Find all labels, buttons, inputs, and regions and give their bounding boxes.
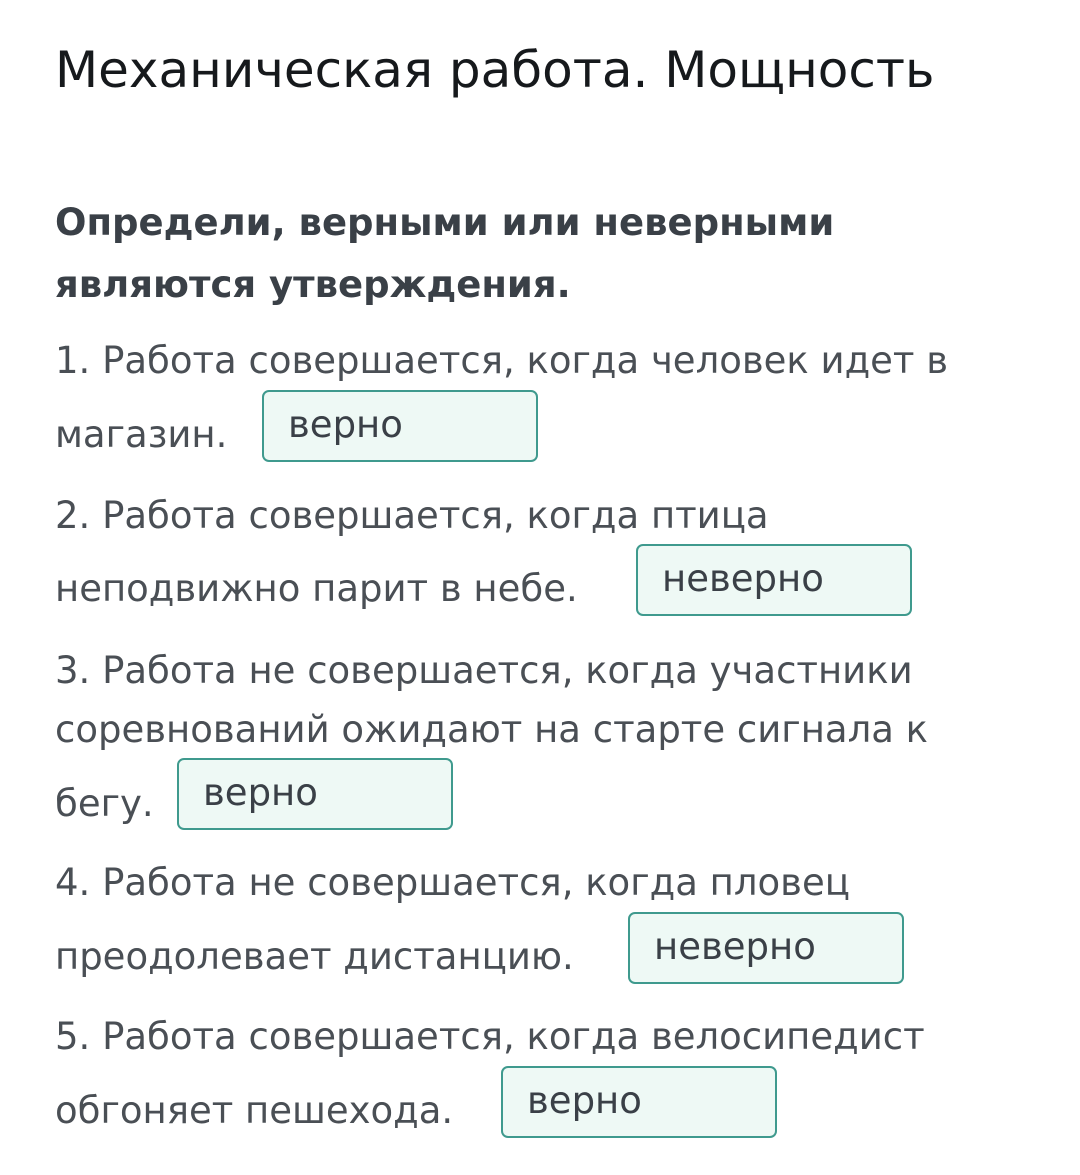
answer-dropdown-4[interactable]: неверно <box>628 912 904 984</box>
instruction-line-1: Определи, верными или неверными <box>55 201 835 244</box>
statement-2-line-1: 2. Работа совершается, когда птица <box>55 494 769 537</box>
statement-4-line-2: преодолевает дистанцию. <box>55 935 574 978</box>
statement-4-line-1: 4. Работа не совершается, когда пловец <box>55 861 850 904</box>
statement-1-line-2: магазин. <box>55 413 228 456</box>
statement-5-line-2: обгоняет пешехода. <box>55 1089 454 1132</box>
statement-3-line-2: соревнований ожидают на старте сигнала к <box>55 708 929 751</box>
statement-3-line-1: 3. Работа не совершается, когда участники <box>55 649 913 692</box>
answer-dropdown-3[interactable]: верно <box>177 758 453 830</box>
answer-dropdown-2[interactable]: неверно <box>636 544 912 616</box>
task-instruction <box>55 192 834 316</box>
statement-3-line-3: бегу. <box>55 782 154 825</box>
statement-5-line-1: 5. Работа совершается, когда велосипедист <box>55 1015 925 1058</box>
statement-2-line-2: неподвижно парит в небе. <box>55 567 578 610</box>
answer-dropdown-5[interactable]: верно <box>501 1066 777 1138</box>
answer-dropdown-1[interactable]: верно <box>262 390 538 462</box>
instruction-line-2: являются утверждения. <box>55 263 571 306</box>
statement-1-line-1: 1. Работа совершается, когда человек идет в <box>55 339 949 382</box>
page-title: Механическая работа. Мощность <box>55 41 935 99</box>
